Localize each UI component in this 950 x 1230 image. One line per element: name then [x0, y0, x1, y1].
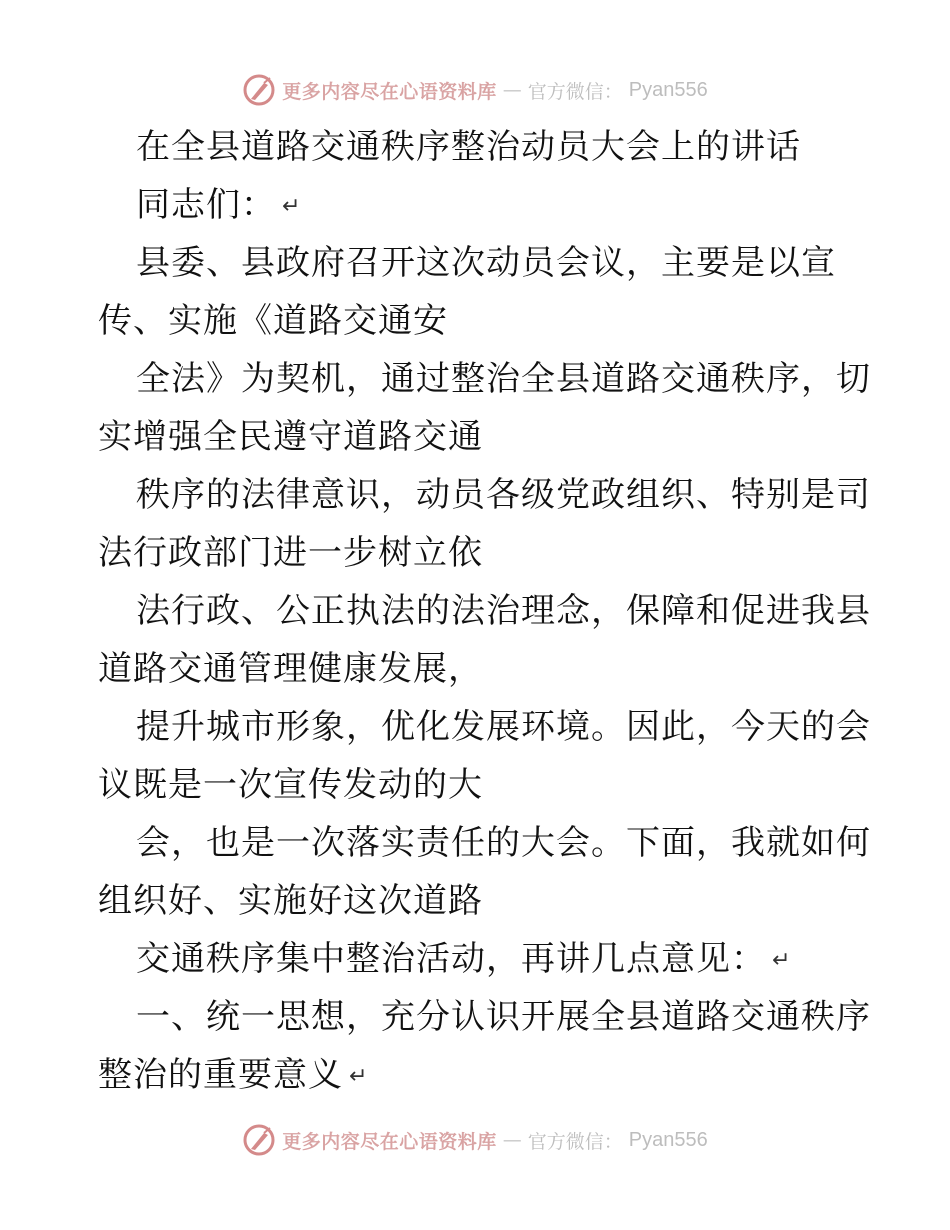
line-text: 会，也是一次落实责任的大会。下面，我就如何: [136, 823, 871, 863]
line-text: 实增强全民遵守道路交通: [98, 417, 483, 457]
line-text: 同志们：: [136, 185, 276, 225]
line-text: 组织好、实施好这次道路: [98, 881, 483, 921]
salutation-line: [98, 176, 858, 234]
watermark-wechat-id: Pyan556: [628, 1128, 708, 1151]
quill-logo-icon: [242, 1123, 276, 1157]
watermark-main-text: 更多内容尽在心语资料库: [282, 80, 497, 103]
watermark-wechat-label: 官方微信：: [527, 1130, 623, 1153]
line-text: 秩序的法律意识，动员各级党政组织、特别是司: [136, 475, 871, 515]
section-heading-line: [98, 1046, 858, 1104]
footer-watermark: [0, 1120, 950, 1160]
line-text: 议既是一次宣传发动的大: [98, 765, 483, 805]
line-text: 一、统一思想，充分认识开展全县道路交通秩序: [136, 997, 871, 1037]
paragraph-mark-icon: ↵: [772, 948, 792, 973]
line-text: 全法》为契机，通过整治全县道路交通秩序，切: [136, 359, 871, 399]
line-text: 法行政、公正执法的法治理念，保障和促进我县: [136, 591, 871, 631]
watermark-main-text: 更多内容尽在心语资料库: [282, 1130, 497, 1153]
paragraph-line: [98, 350, 871, 408]
line-text: 县委、县政府召开这次动员会议，主要是以宣: [136, 243, 836, 283]
paragraph-line: [98, 814, 871, 872]
header-watermark: [0, 70, 950, 110]
speech-title: [98, 118, 858, 176]
paragraph-mark-icon: ↵: [282, 194, 302, 219]
paragraph-line: [98, 756, 858, 814]
paragraph-line: [98, 292, 858, 350]
paragraph-line: [98, 698, 871, 756]
paragraph-line: [98, 524, 858, 582]
section-heading-line: [98, 988, 871, 1046]
paragraph-line: [98, 872, 858, 930]
paragraph-line: [98, 640, 858, 698]
speech-body: [98, 118, 871, 1104]
line-text: 道路交通管理健康发展，: [98, 649, 483, 689]
paragraph-line: [98, 234, 858, 292]
paragraph-line: [98, 466, 871, 524]
watermark-separator: —: [502, 79, 522, 101]
line-text: 交通秩序集中整治活动，再讲几点意见：: [136, 939, 766, 979]
line-text: 传、实施《道路交通安: [98, 301, 448, 341]
watermark-wechat-id: Pyan556: [628, 78, 708, 101]
watermark-separator: —: [502, 1129, 522, 1151]
line-text: 法行政部门进一步树立依: [98, 533, 483, 573]
paragraph-line: [98, 930, 858, 988]
line-text: 整治的重要意义: [98, 1055, 343, 1095]
quill-logo-icon: [242, 73, 276, 107]
line-text: 提升城市形象，优化发展环境。因此，今天的会: [136, 707, 871, 747]
watermark-wechat-label: 官方微信：: [527, 80, 623, 103]
paragraph-line: [98, 408, 858, 466]
line-text: 在全县道路交通秩序整治动员大会上的讲话: [136, 127, 801, 167]
paragraph-line: [98, 582, 871, 640]
paragraph-mark-icon: ↵: [349, 1064, 369, 1089]
